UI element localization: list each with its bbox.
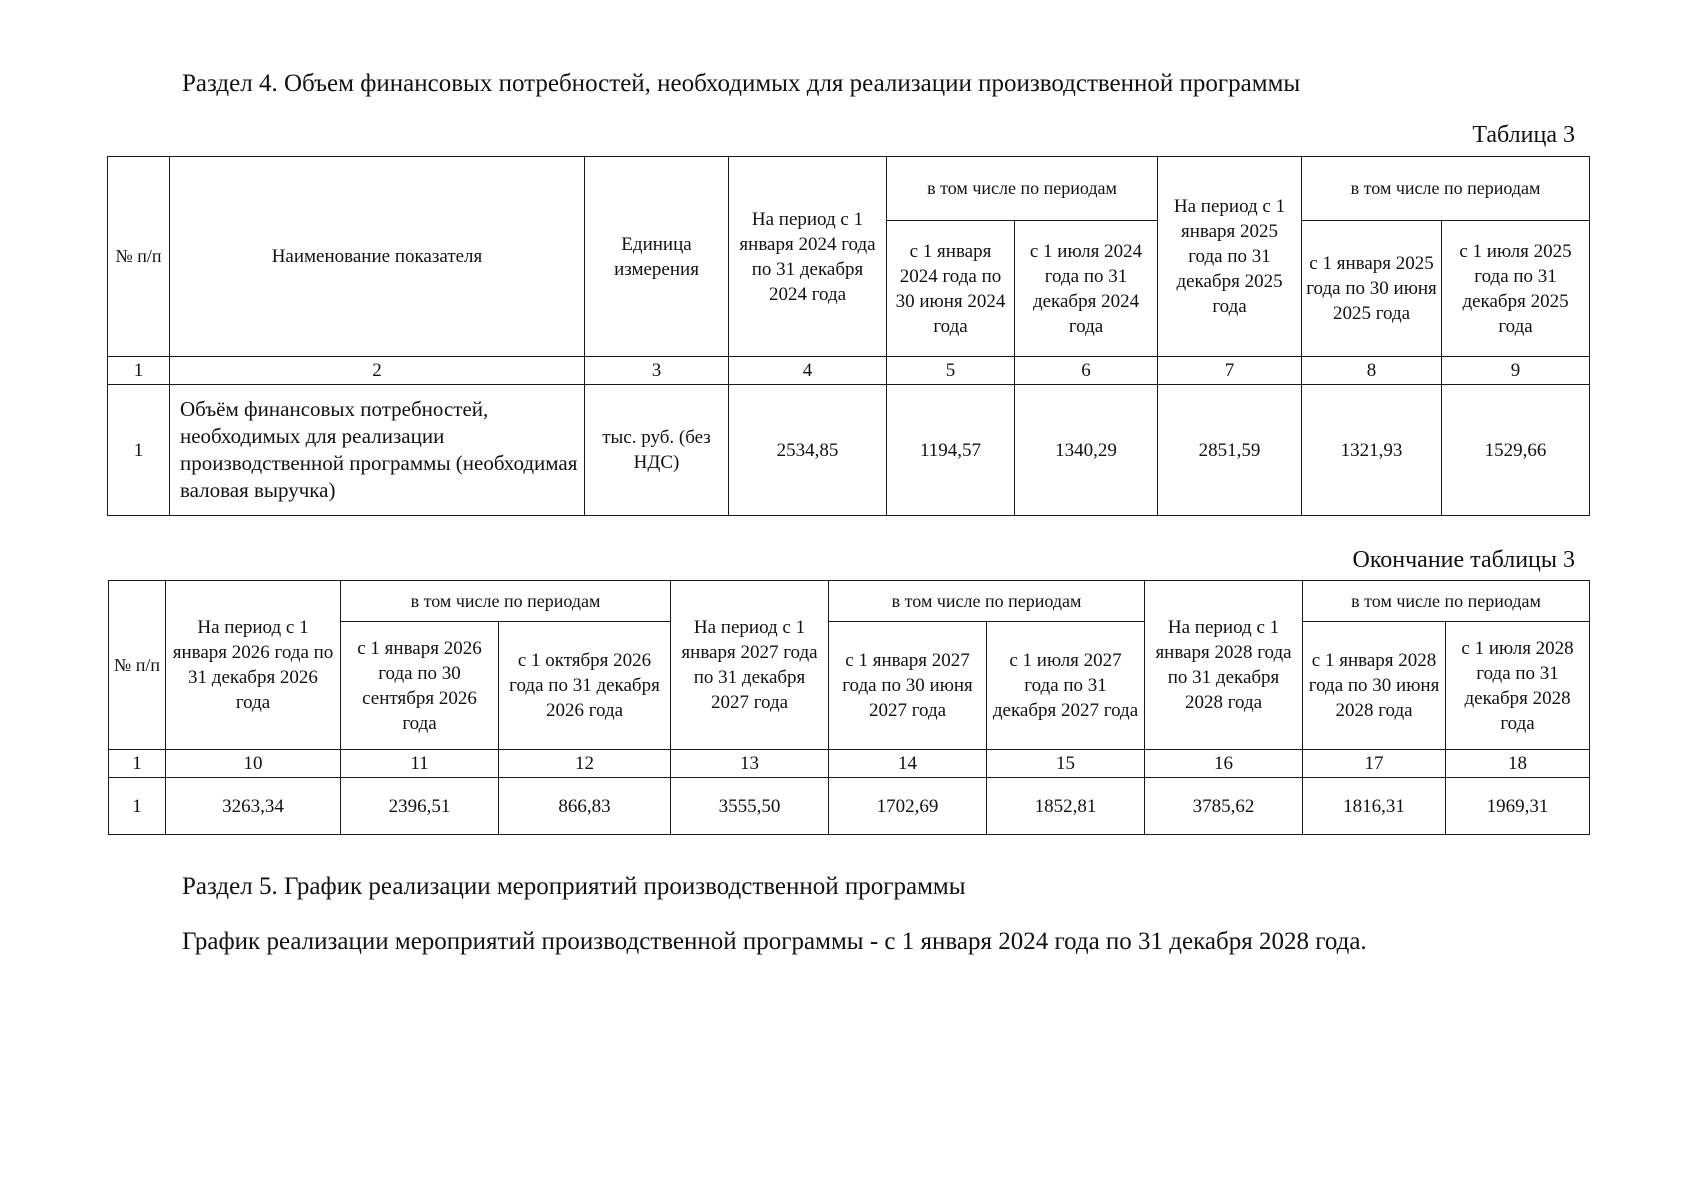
header-indicator-name: Наименование показателя [170,157,585,357]
header-period-2025: На период с 1 января 2025 года по 31 декабря 2025 года [1158,157,1302,357]
header-2026-part1: с 1 января 2026 года по 30 сентября 2026 года [341,622,499,750]
column-number: 3 [585,357,729,385]
header-2025-h2: с 1 июля 2025 года по 31 декабря 2025 года [1442,221,1590,357]
column-number: 14 [829,750,987,778]
column-number: 7 [1158,357,1302,385]
value-2026-part2: 866,83 [499,778,671,835]
table-3-end-caption: Окончание таблицы 3 [1352,547,1575,573]
value-period-2027: 3555,50 [671,778,829,835]
row-unit: тыс. руб. (без НДС) [585,385,729,516]
section-5-heading: Раздел 5. График реализации мероприятий производственной программы [182,873,966,900]
value-2027-h2: 1852,81 [987,778,1145,835]
header-num: № п/п [108,157,170,357]
column-number: 5 [887,357,1015,385]
header-period-2024: На период с 1 января 2024 года по 31 декабря 2024 года [729,157,887,357]
column-number: 12 [499,750,671,778]
section-4-heading: Раздел 4. Объем финансовых потребностей, необходимых для реализации производственной программы [182,70,1301,97]
value-period-2026: 3263,34 [166,778,341,835]
header-unit: Единица измерения [585,157,729,357]
header-period-2028: На период с 1 января 2028 года по 31 декабря 2028 года [1145,581,1303,750]
header-including-periods-2024: в том числе по периодам [887,157,1158,221]
column-number: 6 [1015,357,1158,385]
value-2028-h1: 1816,31 [1303,778,1446,835]
header-num: № п/п [109,581,166,750]
header-2024-h2: с 1 июля 2024 года по 31 декабря 2024 года [1015,221,1158,357]
value-2028-h2: 1969,31 [1446,778,1590,835]
value-2026-part1: 2396,51 [341,778,499,835]
header-2028-h2: с 1 июля 2028 года по 31 декабря 2028 года [1446,622,1590,750]
row-num: 1 [109,778,166,835]
value-period-2025: 2851,59 [1158,385,1302,516]
column-number: 9 [1442,357,1590,385]
value-2024-h2: 1340,29 [1015,385,1158,516]
column-number: 2 [170,357,585,385]
table-3-caption: Таблица 3 [1472,122,1575,148]
table-row [108,385,1590,516]
column-number: 1 [109,750,166,778]
header-2028-h1: с 1 января 2028 года по 30 июня 2028 года [1303,622,1446,750]
column-number-row [109,750,1590,778]
table-3 [107,156,1590,516]
header-including-periods-2025: в том числе по периодам [1302,157,1590,221]
header-period-2026: На период с 1 января 2026 года по 31 декабря 2026 года [166,581,341,750]
value-2025-h2: 1529,66 [1442,385,1590,516]
column-number: 4 [729,357,887,385]
value-2027-h1: 1702,69 [829,778,987,835]
column-number: 16 [1145,750,1303,778]
header-including-periods-2028: в том числе по периодам [1303,581,1590,622]
row-indicator-name: Объём финансовых потребностей, необходимых для реализации производственной программы (необходимая валовая выручка) [170,385,585,516]
value-2024-h1: 1194,57 [887,385,1015,516]
value-period-2024: 2534,85 [729,385,887,516]
value-period-2028: 3785,62 [1145,778,1303,835]
row-num: 1 [108,385,170,516]
table-3-end [108,580,1590,835]
header-2024-h1: с 1 января 2024 года по 30 июня 2024 года [887,221,1015,357]
column-number: 18 [1446,750,1590,778]
table-row [109,778,1590,835]
column-number: 17 [1303,750,1446,778]
header-period-2027: На период с 1 января 2027 года по 31 декабря 2027 года [671,581,829,750]
column-number: 8 [1302,357,1442,385]
column-number: 10 [166,750,341,778]
header-2027-h1: с 1 января 2027 года по 30 июня 2027 года [829,622,987,750]
header-2027-h2: с 1 июля 2027 года по 31 декабря 2027 года [987,622,1145,750]
header-2025-h1: с 1 января 2025 года по 30 июня 2025 года [1302,221,1442,357]
column-number: 1 [108,357,170,385]
header-2026-part2: с 1 октября 2026 года по 31 декабря 2026 года [499,622,671,750]
value-2025-h1: 1321,93 [1302,385,1442,516]
header-including-periods-2026: в том числе по периодам [341,581,671,622]
column-number: 15 [987,750,1145,778]
column-number-row [108,357,1590,385]
header-including-periods-2027: в том числе по периодам [829,581,1145,622]
schedule-text: График реализации мероприятий производственной программы - с 1 января 2024 года по 31 декабря 2028 года. [182,928,1367,955]
column-number: 11 [341,750,499,778]
column-number: 13 [671,750,829,778]
